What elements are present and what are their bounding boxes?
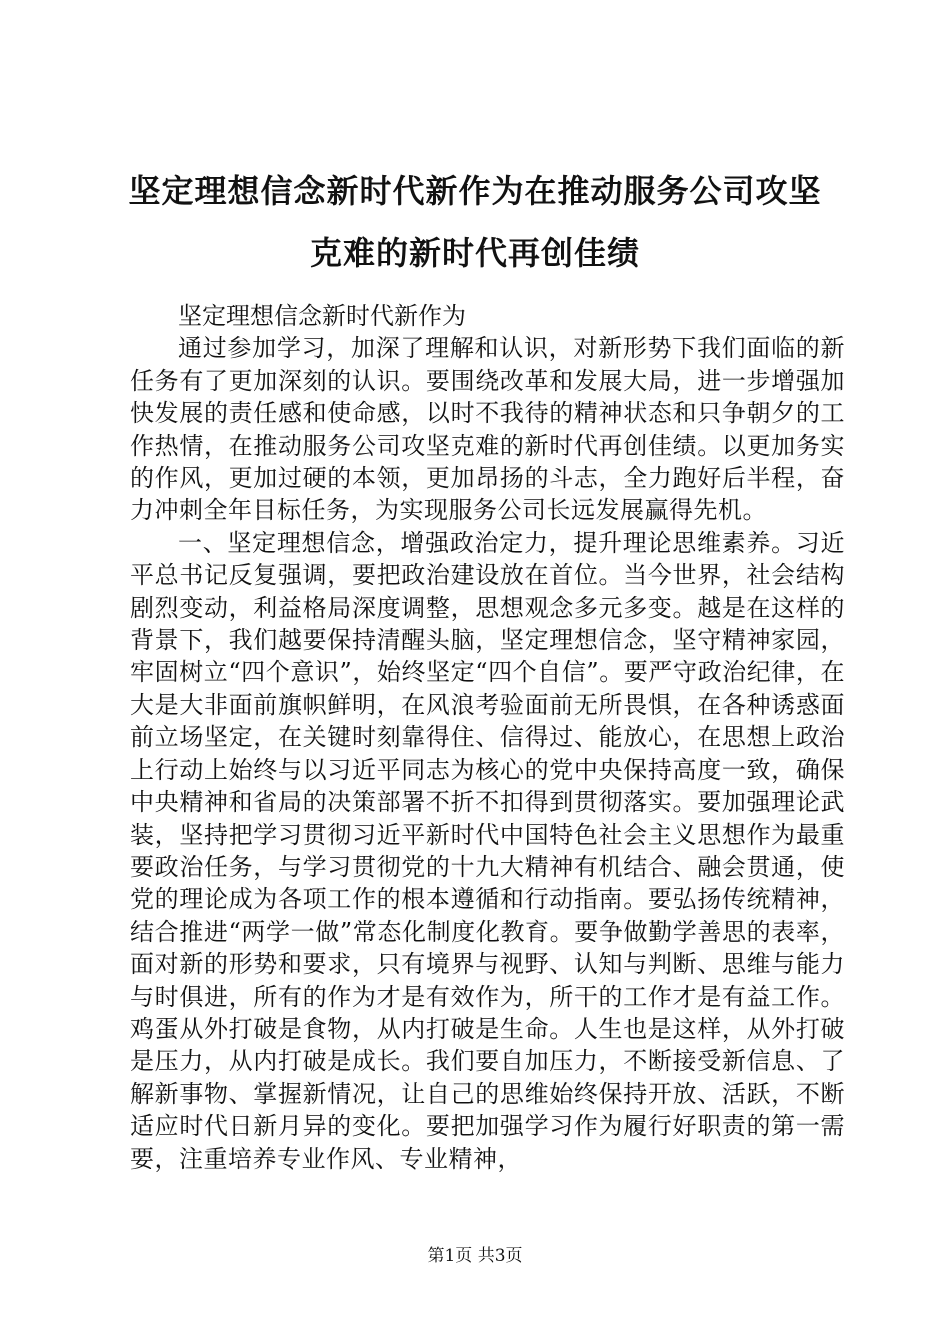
page-number-footer: 第1页 共3页 [427, 1246, 523, 1266]
document-body [130, 300, 845, 1175]
paragraph: 一、坚定理想信念，增强政治定力，提升理论思维素养。习近平总书记反复强调，要把政治建设放在首位。当今世界，社会结构剧烈变动，利益格局深度调整，思想观念多元多变。越是在这样的背景下，我们越要保持清醒头脑，坚定理想信念，坚守精神家园，牢固树立“四个意识”，始终坚定“四个自信”。要严守政治纪律，在大是大非面前旗帜鲜明，在风浪考验面前无所畏惧，在各种诱惑面前立场坚定，在关键时刻靠得住、信得过、能放心，在思想上政治上行动上始终与以习近平同志为核心的党中央保持高度一致，确保中央精神和省局的决策部署不折不扣得到贯彻落实。要加强理论武装，坚持把学习贯彻习近平新时代中国特色社会主义思想作为最重要政治任务，与学习贯彻党的十九大精神有机结合、融会贯通，使党的理论成为各项工作的根本遵循和行动指南。要弘扬传统精神，结合推进“两学一做”常态化制度化教育。要争做勤学善思的表率，面对新的形势和要求，只有境界与视野、认知与判断、思维与能力与时俱进，所有的作为才是有效作为，所干的工作才是有益工作。鸡蛋从外打破是食物，从内打破是生命。人生也是这样，从外打破是压力，从内打破是成长。我们要自加压力，不断接受新信息、了解新事物、掌握新情况，让自己的思维始终保持开放、活跃，不断适应时代日新月异的变化。要把加强学习作为履行好职责的第一需要，注重培养专业作风、专业精神， [130, 528, 845, 1173]
paragraph: 通过参加学习，加深了理解和认识，对新形势下我们面临的新任务有了更加深刻的认识。要围绕改革和发展大局，进一步增强加快发展的责任感和使命感，以时不我待的精神状态和只争朝夕的工作热情，在推动服务公司攻坚克难的新时代再创佳绩。以更加务实的作风，更加过硬的本领，更加昂扬的斗志，全力跑好后半程，奋力冲刺全年目标任务，为实现服务公司长远发展赢得先机。 [130, 334, 845, 525]
document-subtitle: 坚定理想信念新时代新作为 [178, 302, 466, 330]
document-title: 坚定理想信念新时代新作为在推动服务公司攻坚克难的新时代再创佳绩 [128, 172, 822, 272]
